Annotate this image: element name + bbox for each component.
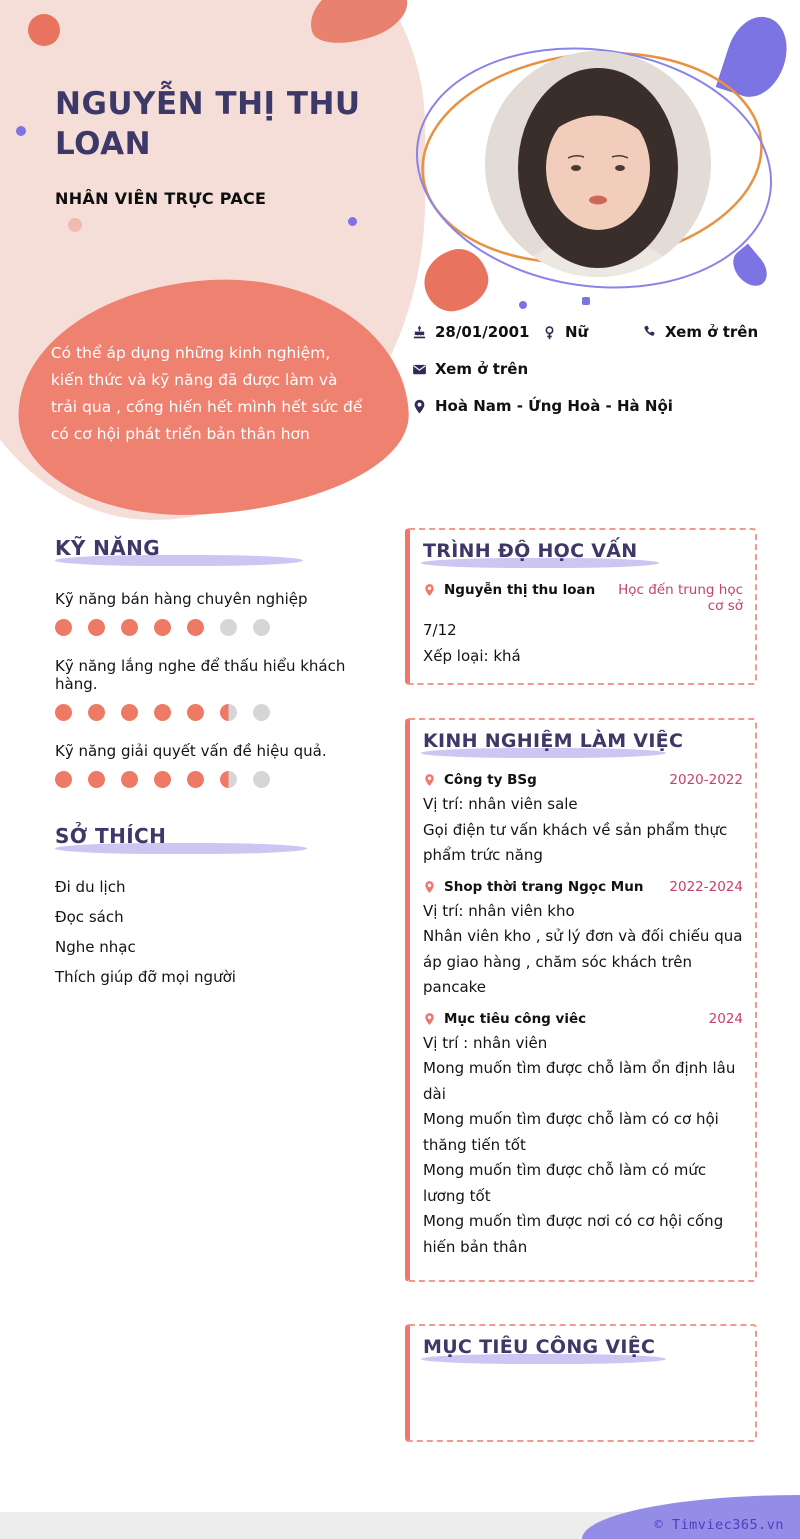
pin-icon xyxy=(423,1011,436,1027)
skill-rating xyxy=(55,704,360,721)
phone-icon xyxy=(642,325,657,340)
skill-dot xyxy=(88,704,105,721)
company-name: Công ty BSg xyxy=(444,772,537,788)
profile-photo-area xyxy=(406,16,786,310)
experience-entry-header xyxy=(423,1009,743,1027)
list-item: Thích giúp đỡ mọi người xyxy=(55,968,236,986)
female-icon xyxy=(542,325,557,340)
pin-icon xyxy=(423,879,436,895)
education-heading: TRÌNH ĐỘ HỌC VẤN xyxy=(423,540,638,562)
pin-icon xyxy=(423,582,436,598)
page-title: NGUYỄN THỊ THU LOAN xyxy=(55,86,361,163)
right-column xyxy=(405,528,757,1442)
contact-section xyxy=(412,323,790,434)
experience-detail: Vị trí: nhân viên kho xyxy=(423,901,575,920)
skill-dot xyxy=(220,704,237,721)
education-level: Học đến trung học cơ sở xyxy=(618,582,743,614)
skill-dot xyxy=(121,704,138,721)
skills-heading: KỸ NĂNG xyxy=(55,536,161,560)
company-name: Mục tiêu công viêc xyxy=(444,1010,587,1027)
objective-section xyxy=(405,1324,757,1442)
skill-item xyxy=(55,590,360,636)
experience-detail: Vị trí : nhân viên xyxy=(423,1033,548,1052)
work-period: 2022-2024 xyxy=(669,878,743,895)
skill-dot xyxy=(154,619,171,636)
skill-dot xyxy=(220,619,237,636)
skill-rating xyxy=(55,619,360,636)
skill-dot xyxy=(55,771,72,788)
skill-dot xyxy=(187,771,204,788)
education-detail: Xếp loại: khá xyxy=(423,646,521,665)
contact-row xyxy=(412,397,790,415)
address-value: Hoà Nam - Ứng Hoà - Hà Nội xyxy=(435,397,673,415)
summary-blob xyxy=(14,273,412,520)
school-name: Nguyễn thị thu loan xyxy=(444,582,596,598)
list-item: Nghe nhạc xyxy=(55,938,136,956)
experience-detail: Mong muốn tìm được chỗ làm có cơ hội thăng tiến tốt xyxy=(423,1110,719,1154)
hobbies-heading: SỞ THÍCH xyxy=(55,824,167,848)
education-section xyxy=(405,528,757,685)
email-value: Xem ở trên xyxy=(435,360,529,378)
watermark-credit: © Timviec365.vn xyxy=(654,1517,784,1533)
experience-entry-header xyxy=(423,770,743,788)
experience-entry xyxy=(423,770,743,869)
cake-icon xyxy=(412,325,427,340)
experience-detail: Nhân viên kho , sử lý đơn và đối chiếu qua áp giao hàng , chăm sóc khách trên pancake xyxy=(423,927,743,996)
skill-dot xyxy=(154,771,171,788)
experience-detail: Mong muốn tìm được chỗ làm ổn định lâu dài xyxy=(423,1059,736,1103)
contact-row xyxy=(412,360,790,378)
skill-label: Kỹ năng giải quyết vấn đề hiệu quả. xyxy=(55,742,327,760)
skill-dot xyxy=(121,771,138,788)
contact-phone xyxy=(642,323,758,341)
contact-gender xyxy=(542,323,642,341)
skill-item xyxy=(55,657,360,721)
skill-rating xyxy=(55,771,360,788)
skills-section xyxy=(55,536,360,788)
left-column xyxy=(55,536,360,992)
purple-dot-decoration xyxy=(348,217,357,226)
experience-entry xyxy=(423,877,743,1001)
list-item: Đọc sách xyxy=(55,908,124,926)
header xyxy=(55,84,367,208)
purple-dot-decoration xyxy=(16,126,26,136)
phone-value: Xem ở trên xyxy=(665,323,759,341)
hobby-list xyxy=(55,872,360,992)
experience-section xyxy=(405,718,757,1282)
profile-photo xyxy=(406,16,786,310)
education-detail: 7/12 xyxy=(423,621,457,639)
job-title: NHÂN VIÊN TRỰC PACE xyxy=(55,188,267,208)
skill-dot xyxy=(253,704,270,721)
objective-heading: MỤC TIÊU CÔNG VIỆC xyxy=(423,1336,656,1358)
skill-dot xyxy=(253,619,270,636)
company-name: Shop thời trang Ngọc Mun xyxy=(444,878,644,895)
skill-dot xyxy=(88,771,105,788)
skill-dot xyxy=(187,704,204,721)
mail-icon xyxy=(412,362,427,377)
skill-dot xyxy=(154,704,171,721)
summary-text: Có thể áp dụng những kinh nghiệm, kiến thức và kỹ năng đã được làm và trải qua , cống hiến hết mình hết sức để có cơ hội phát triển bản thân hơn xyxy=(50,344,363,444)
skill-list xyxy=(55,590,360,788)
experience-heading: KINH NGHIỆM LÀM VIỆC xyxy=(423,730,684,752)
pink-dot-decoration xyxy=(68,218,82,232)
work-period: 2024 xyxy=(708,1010,743,1027)
contact-email xyxy=(412,360,528,378)
experience-detail: Mong muốn tìm được nơi có cơ hội cống hiến bản thân xyxy=(423,1212,724,1256)
skill-dot xyxy=(88,619,105,636)
skill-dot xyxy=(253,771,270,788)
gender-value: Nữ xyxy=(565,323,589,341)
contact-row xyxy=(412,323,790,341)
skill-label: Kỹ năng bán hàng chuyên nghiệp xyxy=(55,590,308,608)
contact-address xyxy=(412,397,673,415)
work-period: 2020-2022 xyxy=(669,772,743,788)
experience-detail: Mong muốn tìm được chỗ làm có mức lương tốt xyxy=(423,1161,707,1205)
salmon-circle-decoration xyxy=(28,14,60,46)
skill-dot xyxy=(220,771,237,788)
skill-dot xyxy=(187,619,204,636)
skill-dot xyxy=(55,619,72,636)
skill-item xyxy=(55,742,360,788)
birthday-value: 28/01/2001 xyxy=(435,323,530,341)
skill-dot xyxy=(121,619,138,636)
experience-detail: Vị trí: nhân viên sale xyxy=(423,795,578,813)
education-entry-header xyxy=(423,580,743,614)
location-pin-icon xyxy=(412,399,427,414)
skill-dot xyxy=(55,704,72,721)
contact-birthday xyxy=(412,323,542,341)
experience-entry-header xyxy=(423,877,743,895)
hobbies-section xyxy=(55,824,360,992)
experience-detail: Gọi điện tư vấn khách về sản phẩm thực phẩm trức năng xyxy=(423,820,728,864)
pin-icon xyxy=(423,772,436,788)
list-item: Đi du lịch xyxy=(55,878,126,896)
skill-label: Kỹ năng lắng nghe để thấu hiểu khách hàng. xyxy=(55,657,346,693)
experience-entry xyxy=(423,1009,743,1261)
